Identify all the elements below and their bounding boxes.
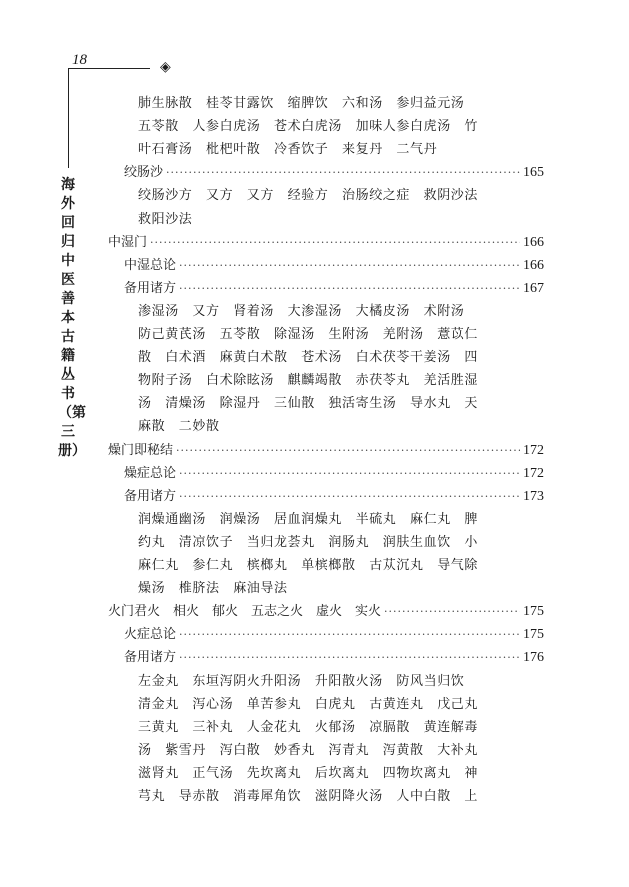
leader-dots	[166, 162, 520, 184]
toc-entry[interactable]	[124, 162, 544, 184]
prescription-list-line: 清金丸 泻心汤 单苦参丸 白虎丸 古黄连丸 戊己丸	[138, 697, 479, 712]
prescription-list-line: 绞肠沙方 又方 又方 经验方 治肠绞之症 救阴沙法	[138, 188, 479, 203]
prescription-list-line: 叶石膏汤 枇杷叶散 冷香饮子 来复丹 二气丹	[138, 142, 438, 157]
toc-entry-title: 火症总论	[124, 627, 177, 642]
toc-entry[interactable]	[124, 255, 544, 277]
toc-entry-page: 165	[523, 165, 544, 180]
toc-entry[interactable]	[124, 624, 544, 646]
prescription-list-line: 物附子汤 白术除眩汤 麒麟竭散 赤茯苓丸 羌活胜湿	[138, 373, 479, 388]
prescription-list-line: 润燥通幽汤 润燥汤 居血润燥丸 半硫丸 麻仁丸 脾	[138, 512, 479, 527]
toc-entry[interactable]	[108, 601, 544, 623]
leader-dots	[179, 647, 520, 669]
toc-entry-title: 备用诸方	[124, 281, 177, 296]
prescription-list-line: 汤 清燥汤 除湿丹 三仙散 独活寄生汤 导水丸 天	[138, 396, 479, 411]
toc-entry-page: 166	[523, 235, 544, 250]
toc-entry-title: 火门君火 相火 郁火 五志之火 虚火 实火	[108, 604, 382, 619]
toc-entry-title: 备用诸方	[124, 489, 177, 504]
leader-dots	[176, 440, 520, 462]
toc-entry-page: 175	[523, 604, 544, 619]
toc-entry[interactable]	[124, 463, 544, 485]
prescription-list-line: 芎丸 导赤散 消毒犀角饮 滋阴降火汤 人中白散 上	[138, 789, 479, 804]
toc-entry-title: 燥症总论	[124, 466, 177, 481]
toc-entry[interactable]	[108, 440, 544, 462]
leader-dots	[179, 255, 520, 277]
prescription-list-line: 防己黄芪汤 五苓散 除湿汤 生附汤 羌附汤 薏苡仁	[138, 327, 479, 342]
prescription-list-line: 燥汤 椎脐法 麻油导法	[138, 581, 288, 596]
prescription-list-line: 散 白术酒 麻黄白术散 苍术汤 白术茯苓干姜汤 四	[138, 350, 479, 365]
prescription-list-line: 滋肾丸 正气汤 先坎离丸 后坎离丸 四物坎离丸 神	[138, 766, 479, 781]
toc-entry-page: 175	[523, 627, 544, 642]
leader-dots	[179, 624, 520, 646]
toc-entry[interactable]	[108, 232, 544, 254]
leader-dots	[179, 278, 520, 300]
series-title: 海外回归中医善本古籍丛书（第三册）	[58, 177, 86, 459]
prescription-list-line: 汤 紫雪丹 泻白散 妙香丸 泻青丸 泻黄散 大补丸	[138, 743, 479, 758]
toc-entry[interactable]	[124, 647, 544, 669]
toc-entry-page: 166	[523, 258, 544, 273]
prescription-list-line: 渗湿汤 又方 肾着汤 大渗湿汤 大橘皮汤 术附汤	[138, 304, 465, 319]
prescription-list-line: 约丸 清凉饮子 当归龙荟丸 润肠丸 润肤生血饮 小	[138, 535, 479, 550]
toc-entry[interactable]	[124, 486, 544, 508]
toc-entry-page: 167	[523, 281, 544, 296]
toc-entry-title: 燥门即秘结	[108, 443, 174, 458]
page-number: 18	[72, 52, 87, 68]
leader-dots	[384, 601, 520, 623]
toc-entry-title: 中湿门	[108, 235, 148, 250]
prescription-list-line: 左金丸 东垣泻阴火升阳汤 升阳散火汤 防风当归饮	[138, 674, 465, 689]
toc-entry-page: 172	[523, 466, 544, 481]
toc-entry-title: 绞肠沙	[124, 165, 164, 180]
toc-entry-page: 176	[523, 650, 544, 665]
prescription-list-line: 三黄丸 三补丸 人金花丸 火郁汤 凉膈散 黄连解毒	[138, 720, 479, 735]
prescription-list-line: 麻仁丸 参仁丸 槟榔丸 单槟榔散 古苁沉丸 导气除	[138, 558, 479, 573]
toc-entry-page: 173	[523, 489, 544, 504]
leader-dots	[150, 232, 520, 254]
toc-entry-title: 中湿总论	[124, 258, 177, 273]
prescription-list-line: 肺生脉散 桂苓甘露饮 缩脾饮 六和汤 参归益元汤	[138, 96, 465, 111]
leader-dots	[179, 486, 520, 508]
leader-dots	[179, 463, 520, 485]
prescription-list-line: 麻散 二妙散	[138, 419, 220, 434]
toc-entry[interactable]	[124, 278, 544, 300]
toc-entry-title: 备用诸方	[124, 650, 177, 665]
prescription-list-line: 救阳沙法	[138, 212, 193, 227]
prescription-list-line: 五苓散 人参白虎汤 苍术白虎汤 加味人参白虎汤 竹	[138, 119, 479, 134]
ornament-icon: ◈	[160, 59, 171, 75]
toc-entry-page: 172	[523, 443, 544, 458]
